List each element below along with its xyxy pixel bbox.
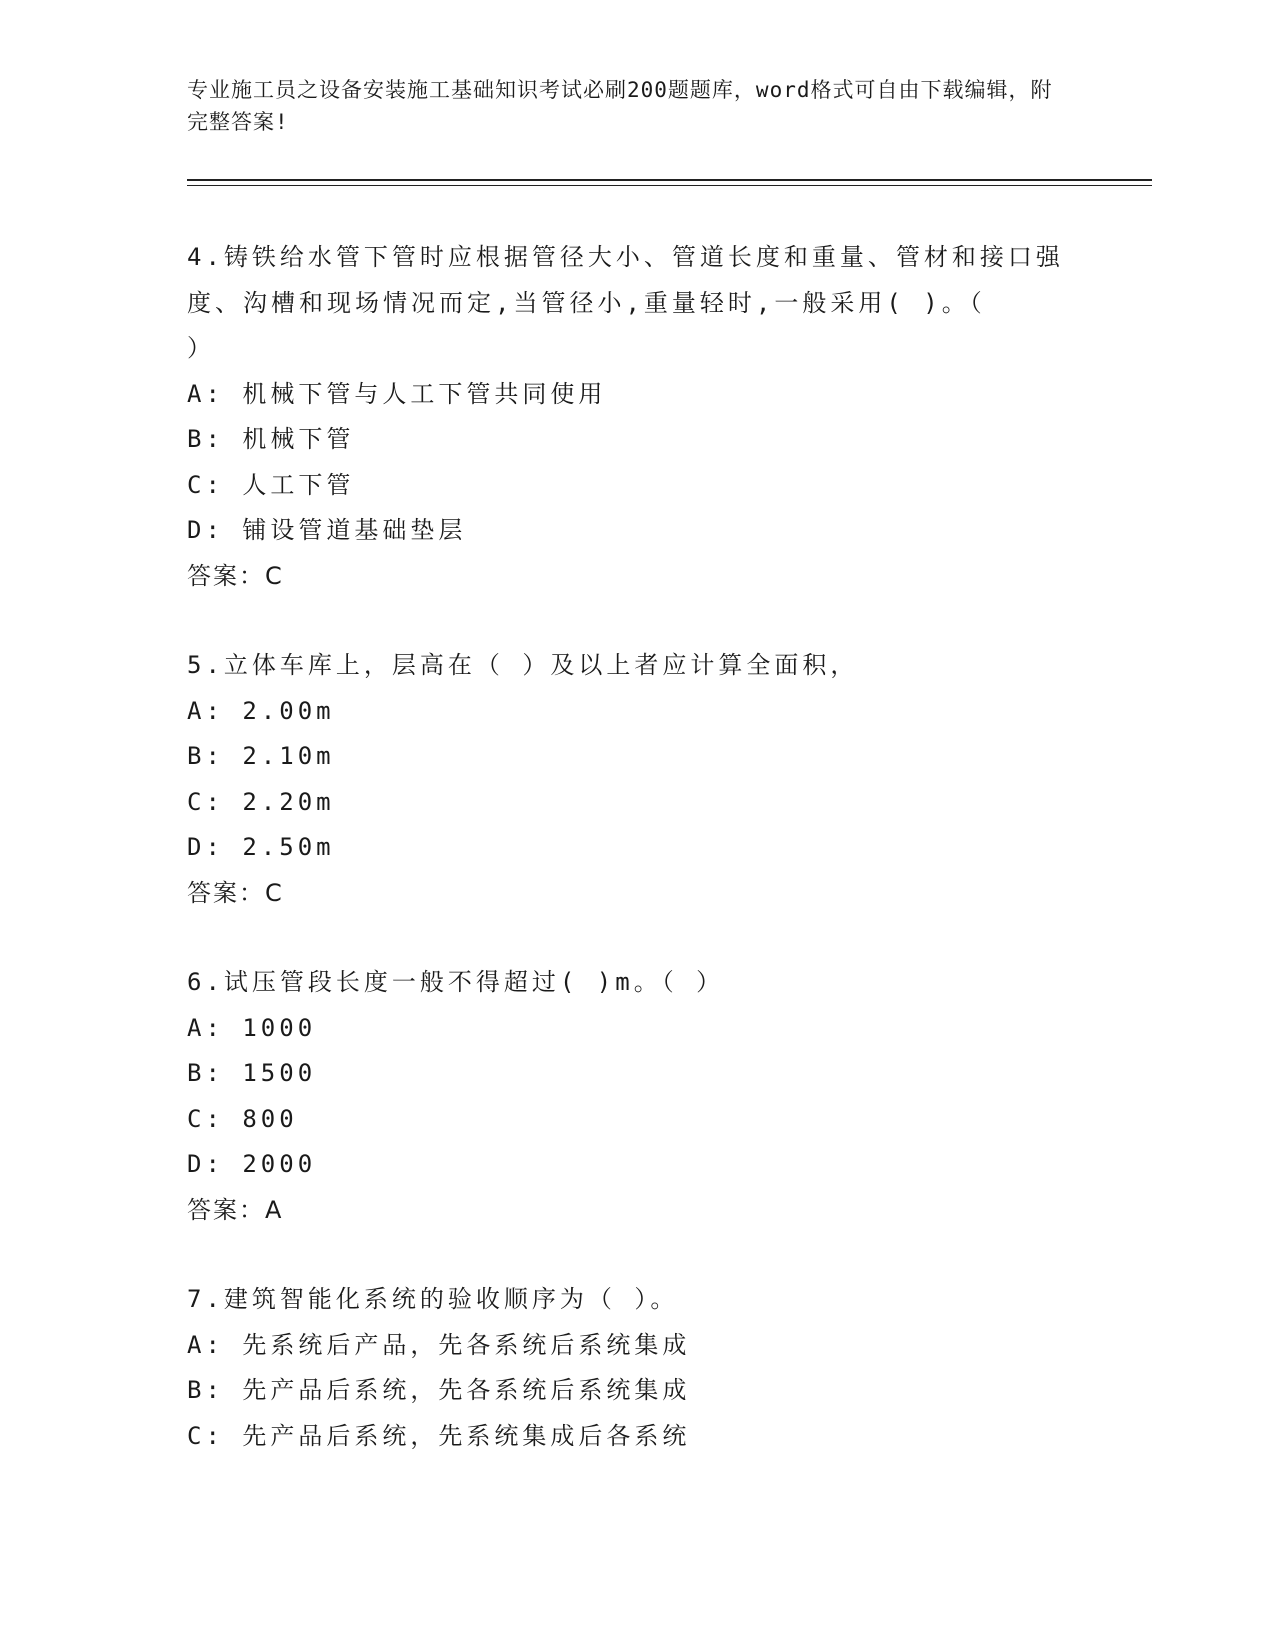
option-a: A: 1000: [187, 1013, 317, 1042]
option-d: D: 2000: [187, 1150, 317, 1178]
question-list: [187, 235, 1087, 1503]
answer-label: 答案：A: [187, 1195, 284, 1224]
option-a: A: 2.00m: [187, 696, 335, 725]
option-b: B: 先产品后系统，先各系统后系统集成: [187, 1376, 691, 1404]
option-c: C: 人工下管: [187, 470, 355, 499]
answer-label: 答案：C: [187, 561, 284, 590]
option-c: C: 先产品后系统，先系统集成后各系统: [187, 1421, 691, 1450]
document-title: 专业施工员之设备安装施工基础知识考试必刷200题题库，word格式可自由下载编辑，附完整答案!: [187, 78, 1053, 134]
question-stem: 4.铸铁给水管下管时应根据管径大小、管道长度和重量、管材和接口强度、沟槽和现场情况而定,当管径小,重量轻时,一般采用( )。（ ）: [187, 243, 1064, 362]
option-c: C: 800: [187, 1104, 298, 1133]
option-c: C: 2.20m: [187, 787, 335, 816]
option-a: A: 机械下管与人工下管共同使用: [187, 379, 607, 408]
question-stem: 7.建筑智能化系统的验收顺序为（ ）。: [187, 1285, 679, 1313]
question-7: [187, 1277, 1087, 1459]
option-b: B: 机械下管: [187, 425, 355, 453]
option-d: D: 铺设管道基础垫层: [187, 516, 467, 544]
header-divider-thick: [187, 179, 1152, 181]
question-5: [187, 643, 1087, 916]
answer-label: 答案：C: [187, 878, 284, 907]
option-d: D: 2.50m: [187, 833, 335, 861]
question-4: [187, 235, 1087, 599]
question-6: [187, 960, 1087, 1233]
question-stem: 6.试压管段长度一般不得超过( )m。（ ）: [187, 968, 725, 996]
option-a: A: 先系统后产品，先各系统后系统集成: [187, 1330, 691, 1359]
option-b: B: 2.10m: [187, 742, 335, 770]
question-stem: 5.立体车库上，层高在（ ）及以上者应计算全面积，: [187, 651, 859, 679]
header-divider-thin: [187, 185, 1152, 186]
option-b: B: 1500: [187, 1059, 317, 1087]
